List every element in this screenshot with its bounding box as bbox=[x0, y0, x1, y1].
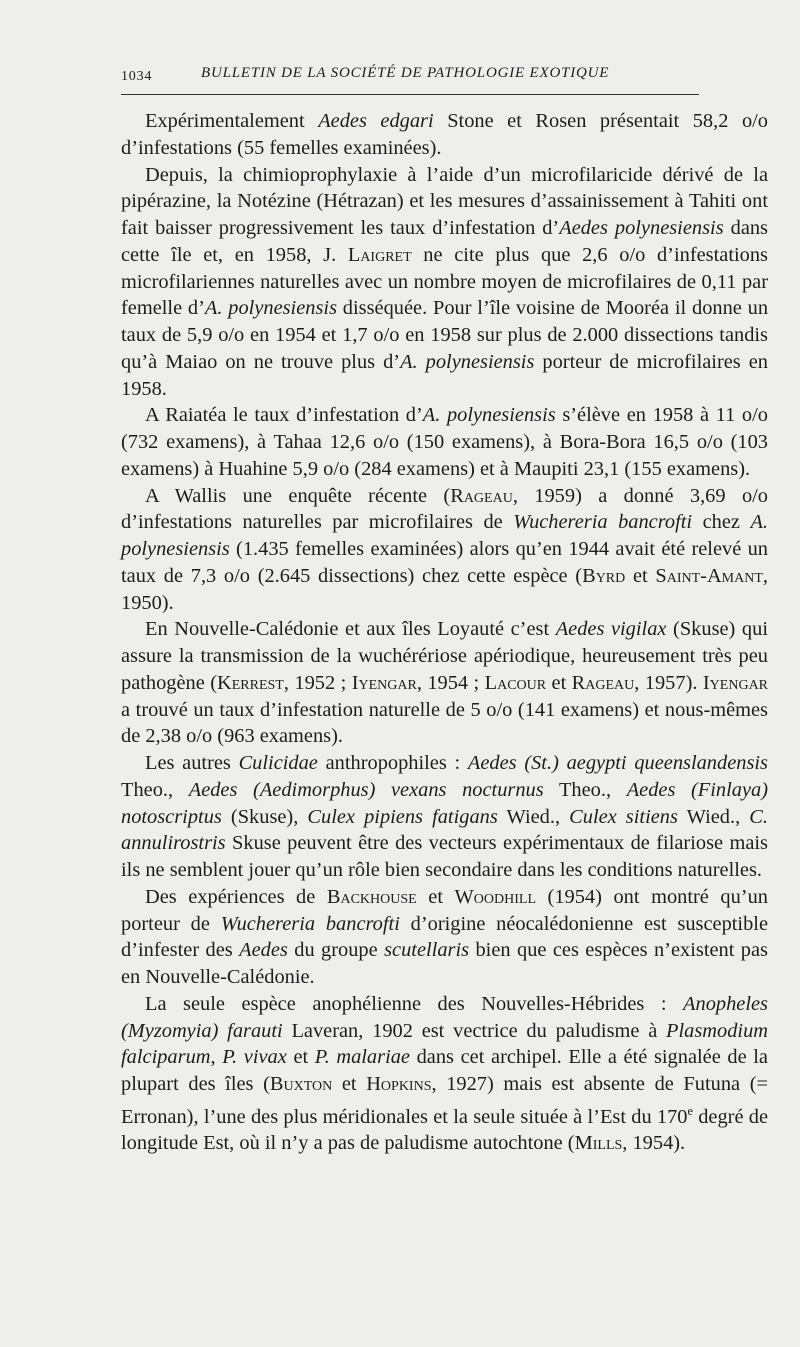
text-run: ne cite plus que 2,6 o/o d’infestations microfilariennes naturelles avec un nombre moyen de microfilaires de 0,11 par femelle d’ bbox=[121, 243, 768, 320]
italic-term: Aedes polynesiensis bbox=[559, 217, 724, 239]
journal-title: BULLETIN DE LA SOCIÉTÉ DE PATHOLOGIE EXOTIQUE bbox=[201, 65, 610, 81]
author-name: Laigret bbox=[347, 243, 412, 266]
text-run: Skuse peuvent être des vecteurs expérimentaux de filariose mais ils ne semblent jouer qu’un rôle bien secondaire dans les conditions naturelles. bbox=[121, 832, 768, 881]
paragraph-p8 bbox=[121, 991, 768, 1157]
text-run: Des expériences de bbox=[145, 885, 327, 908]
author-name: Kerrest bbox=[217, 671, 284, 694]
author-name: Iyengar bbox=[351, 671, 417, 694]
author-name: Lacour bbox=[484, 671, 547, 694]
author-name: Woodhill bbox=[454, 885, 536, 908]
italic-term: Culex sitiens bbox=[569, 805, 678, 828]
text-run: e bbox=[687, 1103, 693, 1118]
text-run: et bbox=[416, 885, 455, 908]
text-run: Les autres bbox=[145, 752, 239, 774]
text-run: d’origine néocalédonienne est susceptible d’infester des bbox=[121, 912, 769, 962]
italic-term: A. polynesiensis bbox=[400, 350, 535, 373]
text-run: Theo., bbox=[543, 778, 627, 801]
text-run: degré de longitude Est, où il n’y a pas de paludisme autochtone ( bbox=[121, 1105, 769, 1155]
author-name: Backhouse bbox=[326, 885, 417, 908]
italic-term: A. polynesiensis bbox=[422, 404, 556, 427]
paragraph-p2 bbox=[121, 162, 768, 403]
text-run: Wied., bbox=[497, 805, 570, 828]
text-run: bien que ces espèces n’existent pas en Nouvelle-Calédonie. bbox=[121, 939, 768, 988]
text-run: (1.435 femelles examinées) alors qu’en 1944 avait été relevé un taux de 7,3 o/o (2.645 dissections) chez cette espèce ( bbox=[121, 538, 768, 587]
text-run: a trouvé un taux d’infestation naturelle de 5 o/o (141 examens) et nous-mêmes de 2,38 o/o (963 examens). bbox=[121, 698, 768, 748]
italic-term: A. polynesiensis bbox=[204, 297, 338, 320]
header-rule bbox=[121, 94, 699, 95]
text-run: , 1957). bbox=[634, 671, 703, 694]
italic-term: C. annulirostris bbox=[121, 805, 768, 855]
author-name: Buxton bbox=[269, 1073, 333, 1095]
paragraph-p7 bbox=[121, 884, 768, 991]
text-run: et bbox=[286, 1046, 315, 1069]
italic-term: P. malariae bbox=[314, 1046, 410, 1069]
text-run: Theo., bbox=[121, 778, 189, 801]
text-run: Depuis, la chimioprophylaxie à l’aide d’un microfilaricide dérivé de la pipérazine, la Notézine (Hétrazan) et les mesures d’assainissement à Tahiti ont fait baisser progressivement les taux d’infestation d’ bbox=[121, 163, 768, 239]
author-name: Rageau bbox=[571, 671, 635, 694]
italic-term: Aedes vigilax bbox=[555, 618, 667, 641]
text-run: , 1952 ; bbox=[283, 671, 352, 694]
text-run: Laveran, 1902 est vectrice du paludisme à bbox=[282, 1019, 667, 1042]
italic-term: Wuchereria bancrofti bbox=[513, 511, 693, 534]
text-run: A Wallis une enquête récente ( bbox=[145, 484, 451, 507]
text-run: , 1959) a donné 3,69 o/o d’infestations naturelles par microfilaires de bbox=[121, 484, 768, 534]
author-name: Saint-Amant bbox=[655, 564, 763, 587]
text-run: porteur de microfilaires en 1958. bbox=[121, 350, 768, 400]
italic-term: Plasmodium falciparum bbox=[121, 1019, 768, 1069]
paragraph-p4 bbox=[121, 483, 768, 617]
italic-term: scutellaris bbox=[384, 939, 470, 962]
text-run: du groupe bbox=[287, 939, 385, 962]
text-run: Wied., bbox=[677, 805, 750, 828]
text-run: , 1950). bbox=[121, 564, 769, 614]
author-name: Iyengar bbox=[702, 671, 769, 694]
text-run: , 1954). bbox=[622, 1132, 686, 1155]
author-name: Hopkins bbox=[366, 1073, 432, 1095]
italic-term: Aedes bbox=[239, 939, 288, 962]
paragraph-p5 bbox=[121, 616, 768, 750]
text-run: La seule espèce anophélienne des Nouvelles-Hébrides : bbox=[145, 992, 684, 1015]
text-run: anthropophiles : bbox=[317, 752, 468, 774]
text-run: disséquée. Pour l’île voisine de Mooréa il donne un taux de 5,9 o/o en 1954 et 1,7 o/o en 1958 sur plus de 2.000 dissections tandis qu’à Maiao on ne trouve plus d’ bbox=[121, 297, 769, 373]
text-run: , bbox=[210, 1046, 223, 1069]
italic-term: Aedes (Finlaya) notoscriptus bbox=[121, 778, 769, 828]
italic-term: Wuchereria bancrofti bbox=[220, 912, 400, 935]
text-run: et bbox=[546, 671, 572, 694]
italic-term: Culicidae bbox=[238, 752, 318, 774]
body-text bbox=[121, 108, 768, 1157]
italic-term: A. polynesiensis bbox=[121, 511, 768, 560]
italic-term: P. vivax bbox=[222, 1046, 287, 1069]
text-run: (Skuse) qui assure la transmission de la wuchérériose apériodique, heureusement très peu pathogène ( bbox=[121, 618, 768, 694]
italic-term: Aedes (St.) aegypti queenslandensis bbox=[467, 752, 768, 774]
text-run: chez bbox=[692, 511, 751, 534]
text-run: dans cette île et, en 1958, J. bbox=[121, 217, 768, 266]
author-name: Rageau bbox=[450, 484, 513, 507]
running-header bbox=[121, 63, 696, 91]
author-name: Mills bbox=[574, 1132, 623, 1155]
paragraph-p6 bbox=[121, 750, 768, 884]
text-run: (Skuse), bbox=[221, 805, 308, 828]
paragraph-p1 bbox=[121, 108, 768, 162]
text-run: s’élève en 1958 à 11 o/o (732 examens), à Tahaa 12,6 o/o (150 examens), à Bora-Bora 16,5 o/o (103 examens) à Huahine 5,9 o/o (284 examens) et à Maupiti 23,1 (155 examens). bbox=[121, 404, 768, 480]
italic-term: Aedes (Aedimorphus) vexans nocturnus bbox=[188, 778, 544, 801]
text-run: Expérimentalement bbox=[145, 110, 319, 132]
text-run: Stone et Rosen présentait 58,2 o/o d’infestations (55 femelles examinées). bbox=[121, 110, 768, 159]
text-run: et bbox=[625, 564, 656, 587]
text-run: , 1954 ; bbox=[416, 671, 485, 694]
italic-term: Culex pipiens fatigans bbox=[307, 805, 498, 828]
italic-term: Anopheles (Myzomyia) farauti bbox=[121, 992, 768, 1042]
text-run: En Nouvelle-Calédonie et aux îles Loyauté c’est bbox=[145, 618, 556, 641]
text-run: et bbox=[332, 1073, 367, 1095]
text-run: , 1927) mais est absente de Futuna (= Erronan), l’une des plus méridionales et la seule située à l’Est du 170 bbox=[121, 1073, 768, 1128]
text-run: A Raiatéa le taux d’infestation d’ bbox=[145, 404, 423, 427]
paragraph-p3 bbox=[121, 402, 768, 482]
text-run: dans cet archipel. Elle a été signalée de la plupart des îles ( bbox=[121, 1046, 768, 1095]
page-number: 1034 bbox=[121, 69, 153, 84]
italic-term: Aedes edgari bbox=[318, 110, 434, 132]
author-name: Byrd bbox=[582, 564, 626, 587]
text-run: (1954) ont montré qu’un porteur de bbox=[121, 885, 768, 935]
